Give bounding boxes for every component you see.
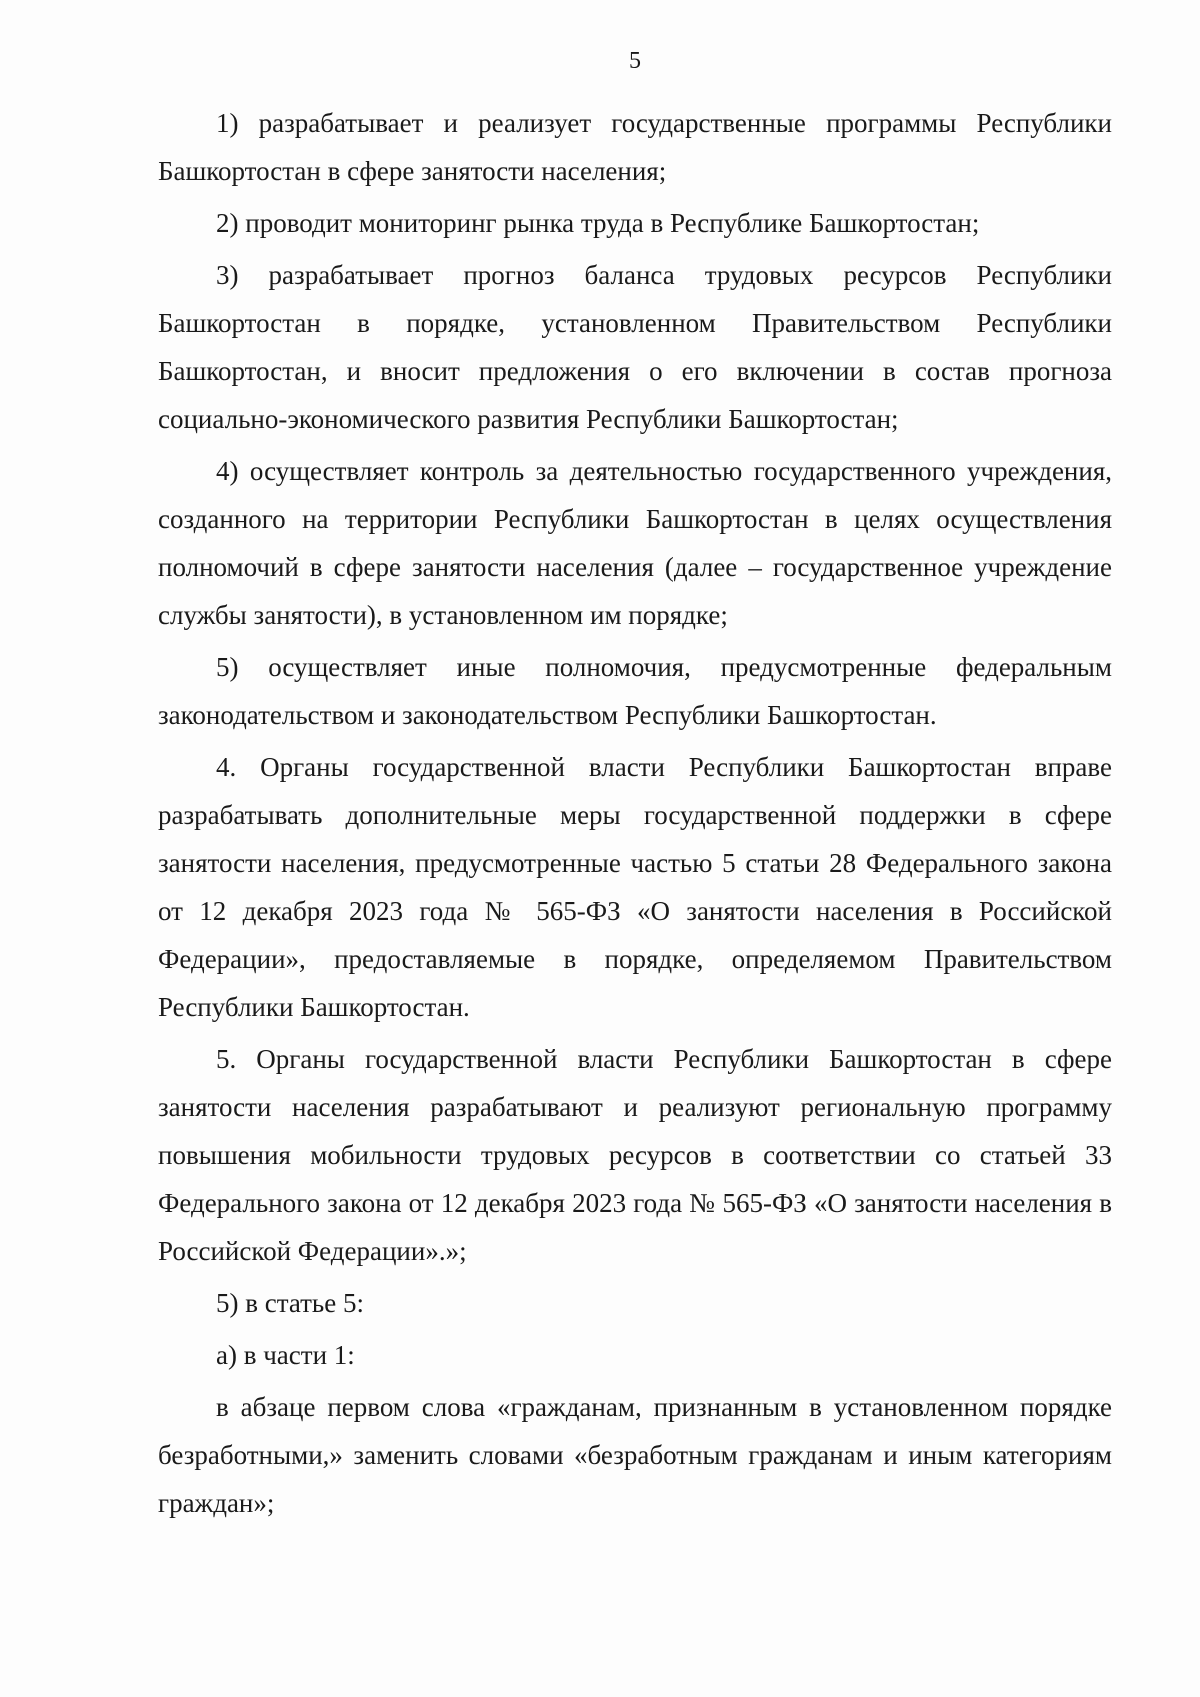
document-body bbox=[158, 99, 1112, 1531]
paragraph-item-5: 5) осуществляет иные полномочия, предусмотренные федеральным законодательством и законодательством Республики Башкортостан. bbox=[158, 652, 1112, 730]
paragraph-part-1: а) в части 1: bbox=[216, 1340, 355, 1370]
paragraph-article-5: 5) в статье 5: bbox=[216, 1288, 364, 1318]
paragraph-replacement: в абзаце первом слова «гражданам, признанным в установленном порядке безработными,» заменить словами «безработным гражданам и иным категориям граждан»; bbox=[158, 1392, 1112, 1518]
paragraph-part-4: 4. Органы государственной власти Республики Башкортостан вправе разрабатывать дополнительные меры государственной поддержки в сфере занятости населения, предусмотренные частью 5 статьи 28 Федерального закона от 12 декабря 2023 года № 565-ФЗ «О занятости населения в Российской Федерации», предоставляемые в порядке, определяемом Правительством Республики Башкортостан. bbox=[158, 752, 1112, 1022]
paragraph-item-2: 2) проводит мониторинг рынка труда в Республике Башкортостан; bbox=[216, 208, 980, 238]
paragraph-part-5: 5. Органы государственной власти Республики Башкортостан в сфере занятости населения разрабатывают и реализуют региональную программу повышения мобильности трудовых ресурсов в соответствии со статьей 33 Федерального закона от 12 декабря 2023 года № 565-ФЗ «О занятости населения в Российской Федерации».»; bbox=[158, 1044, 1112, 1266]
paragraph-item-4: 4) осуществляет контроль за деятельностью государственного учреждения, созданного на территории Республики Башкортостан в целях осуществления полномочий в сфере занятости населения (далее – государственное учреждение службы занятости), в установленном им порядке; bbox=[158, 456, 1112, 630]
paragraph-item-1: 1) разрабатывает и реализует государственные программы Республики Башкортостан в сфере занятости населения; bbox=[158, 108, 1112, 186]
paragraph-item-3: 3) разрабатывает прогноз баланса трудовых ресурсов Республики Башкортостан в порядке, установленном Правительством Республики Башкортостан, и вносит предложения о его включении в состав прогноза социально-экономического развития Республики Башкортостан; bbox=[158, 260, 1112, 434]
page-number: 5 bbox=[629, 48, 641, 74]
